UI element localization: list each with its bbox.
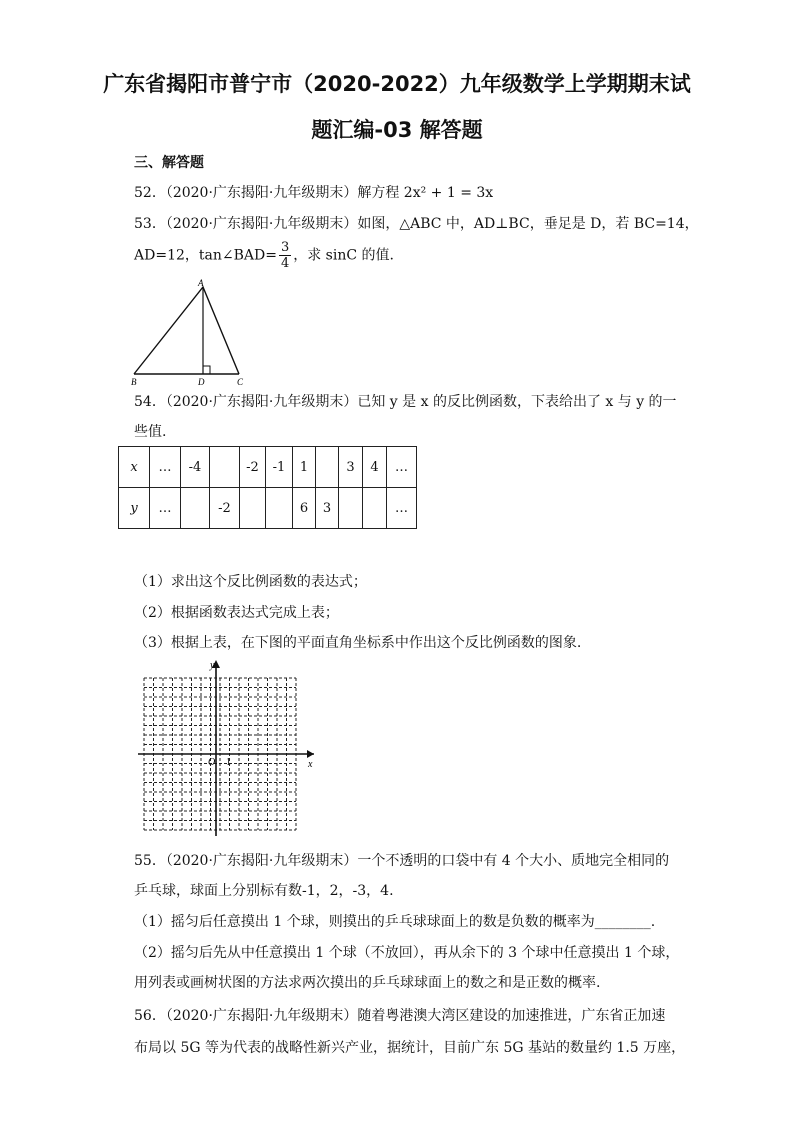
table-cell: … [150,488,181,529]
question-54-sub3: （3）根据上表，在下图的平面直角坐标系中作出这个反比例函数的图象. [134,635,582,651]
xy-value-table [118,446,417,529]
question-54-sub2: （2）根据函数表达式完成上表； [134,605,339,621]
label-c: C [237,377,244,387]
question-53-line2 [134,241,394,270]
question-55-sub2-line2: 用列表或画树状图的方法求两次摸出的乒乓球球面上的数之和是正数的概率. [134,975,601,991]
question-55-sub2-line1: （2）摇匀后先从中任意摸出 1 个球（不放回），再从余下的 3 个球中任意摸出 1 个球， [134,945,680,961]
table-cell: 4 [363,447,387,488]
table-cell: 3 [316,488,339,529]
table-cell: … [387,447,417,488]
question-53-text-a: AD=12，tan∠BAD= [134,247,277,264]
question-56-line2: 布局以 5G 等为代表的战略性新兴产业，据统计，目前广东 5G 基站的数量约 1.5 万座， [134,1040,686,1056]
table-cell [266,488,293,529]
y-axis-label: y [210,660,215,671]
table-cell: y [119,488,150,529]
question-53-text-b: ，求 sinC 的值. [293,247,394,264]
question-54-line2: 些值. [134,424,167,440]
table-cell: -1 [266,447,293,488]
page-title-line1: 广东省揭阳市普宁市（2020-2022）九年级数学上学期期末试 [103,72,691,96]
fraction [279,241,291,270]
table-cell [363,488,387,529]
question-54-line1: 54．（2020·广东揭阳·九年级期末）已知 y 是 x 的反比例函数，下表给出了 x 与 y 的一 [134,394,677,410]
table-cell [339,488,363,529]
table-cell: -4 [181,447,210,488]
label-b: B [131,377,137,387]
question-55-line1: 55．（2020·广东揭阳·九年级期末）一个不透明的口袋中有 4 个大小、质地完全相同的 [134,853,670,869]
fraction-numerator: 3 [280,240,290,255]
question-55-line2: 乒乓球，球面上分别标有数-1，2，-3，4. [134,883,394,899]
table-cell [316,447,339,488]
table-cell: 1 [293,447,316,488]
coordinate-grid [138,658,318,838]
table-cell [181,488,210,529]
question-54-sub1: （1）求出这个反比例函数的表达式； [134,574,367,590]
table-cell [210,447,240,488]
question-55-sub1: （1）摇匀后任意摸出 1 个球，则摸出的乒乓球球面上的数是负数的概率为________. [134,914,656,930]
triangle-figure [128,278,253,388]
table-row-y [119,488,417,529]
fraction-denominator: 4 [280,256,290,271]
x-axis-label: x [308,759,313,770]
table-cell [240,488,266,529]
tick-label-one: 1 [226,757,231,768]
table-cell: -2 [240,447,266,488]
section-heading: 三、解答题 [134,155,204,171]
table-cell: -2 [210,488,240,529]
table-cell: x [119,447,150,488]
table-cell: 3 [339,447,363,488]
page-title-line2: 题汇编-03 解答题 [311,118,483,142]
origin-label: O [208,757,216,768]
table-cell: … [150,447,181,488]
question-56-line1: 56．（2020·广东揭阳·九年级期末）随着粤港澳大湾区建设的加速推进，广东省正加速 [134,1008,666,1024]
table-row-x [119,447,417,488]
table-cell: 6 [293,488,316,529]
label-d: D [198,377,205,387]
question-52: 52．（2020·广东揭阳·九年级期末）解方程 2x² + 1 = 3x [134,185,494,201]
label-a: A [198,278,204,288]
question-53-line1: 53．（2020·广东揭阳·九年级期末）如图，△ABC 中，AD⊥BC，垂足是 D，若 BC=14， [134,216,699,232]
table-cell: … [387,488,417,529]
